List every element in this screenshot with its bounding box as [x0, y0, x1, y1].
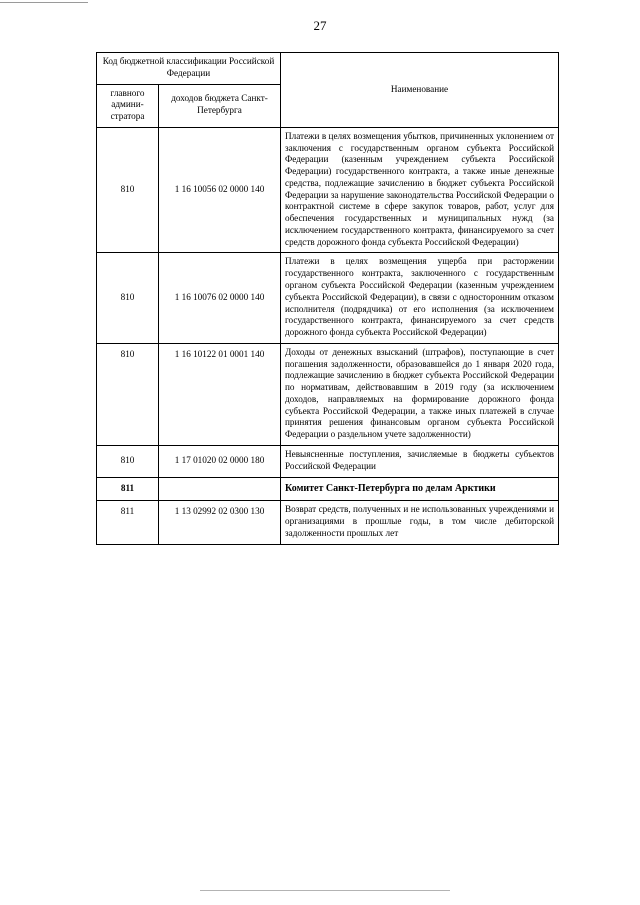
cell-income-code: 1 16 10076 02 0000 140 — [159, 253, 281, 343]
cell-name: Платежи в целях возмещения убытков, причиненных уклонением от заключения с государственным органом субъекта Российской Федерации (казенным учреждением субъекта Российской Федерации) государственного контракта, а также иные денежные средства, подлежащие зачислению в бюджет субъекта Российской Федерации за нарушение законодательства Российской Федерации о контрактной системе в сфере закупок товаров, работ, услуг для обеспечения государственных и муниципальных нужд (за исключением государственного контракта, финансируемого за счет средств дорожного фонда субъекта Российской Федерации) — [281, 127, 559, 253]
cell-name: Возврат средств, полученных и не использованных учреждениями и организациями в прошлые годы, в том числе дебиторской задолженности прошлых лет — [281, 501, 559, 544]
bottom-divider-line — [200, 890, 450, 891]
cell-income-code: 1 16 10122 01 0001 140 — [159, 343, 281, 445]
header-income: доходов бюджета Санкт-Петербурга — [159, 84, 281, 127]
budget-classification-table — [96, 52, 559, 545]
table-header-row-top — [97, 53, 559, 85]
cell-admin-code: 810 — [97, 127, 159, 253]
cell-name: Доходы от денежных взысканий (штрафов), поступающие в счет погашения задолженности, образовавшейся до 1 января 2020 года, подлежащие зачислению в бюджет субъекта Российской Федерации по нормативам, действовавшим в 2019 году (за исключением доходов, направляемых на формирование дорожного фонда субъекта Российской Федерации, а также иных платежей в случае принятия решения финансовым органом субъекта Российской Федерации о раздельном учете задолженности) — [281, 343, 559, 445]
cell-name: Платежи в целях возмещения ущерба при расторжении государственного контракта, заключенного с государственным органом субъекта Российской Федерации (казенным учреждением субъекта Российской Федерации), в связи с односторонним отказом исполнителя (подрядчика) от его исполнения (за исключением государственного контракта, финансируемого за счет средств дорожного фонда субъекта Российской Федерации) — [281, 253, 559, 343]
cell-admin-code: 811 — [97, 477, 159, 501]
cell-name: Невыясненные поступления, зачисляемые в бюджеты субъектов Российской Федерации — [281, 445, 559, 477]
table-row — [97, 127, 559, 253]
cell-admin-code: 811 — [97, 501, 159, 544]
table-row — [97, 253, 559, 343]
page-number: 27 — [313, 18, 327, 33]
cell-income-code: 1 17 01020 02 0000 180 — [159, 445, 281, 477]
cell-admin-code: 810 — [97, 253, 159, 343]
cell-name: Комитет Санкт-Петербурга по делам Арктики — [281, 477, 559, 501]
cell-income-code — [159, 477, 281, 501]
cell-income-code: 1 16 10056 02 0000 140 — [159, 127, 281, 253]
cell-admin-code: 810 — [97, 343, 159, 445]
budget-classification-table-wrapper — [96, 52, 558, 545]
header-name: Наименование — [281, 53, 559, 128]
top-divider-line — [0, 2, 88, 3]
table-row — [97, 501, 559, 544]
header-admin: главного админи-стратора — [97, 84, 159, 127]
table-row — [97, 343, 559, 445]
table-row — [97, 445, 559, 477]
header-code-group: Код бюджетной классификации Российской Федерации — [97, 53, 281, 85]
cell-admin-code: 810 — [97, 445, 159, 477]
cell-income-code: 1 13 02992 02 0300 130 — [159, 501, 281, 544]
table-row-section — [97, 477, 559, 501]
